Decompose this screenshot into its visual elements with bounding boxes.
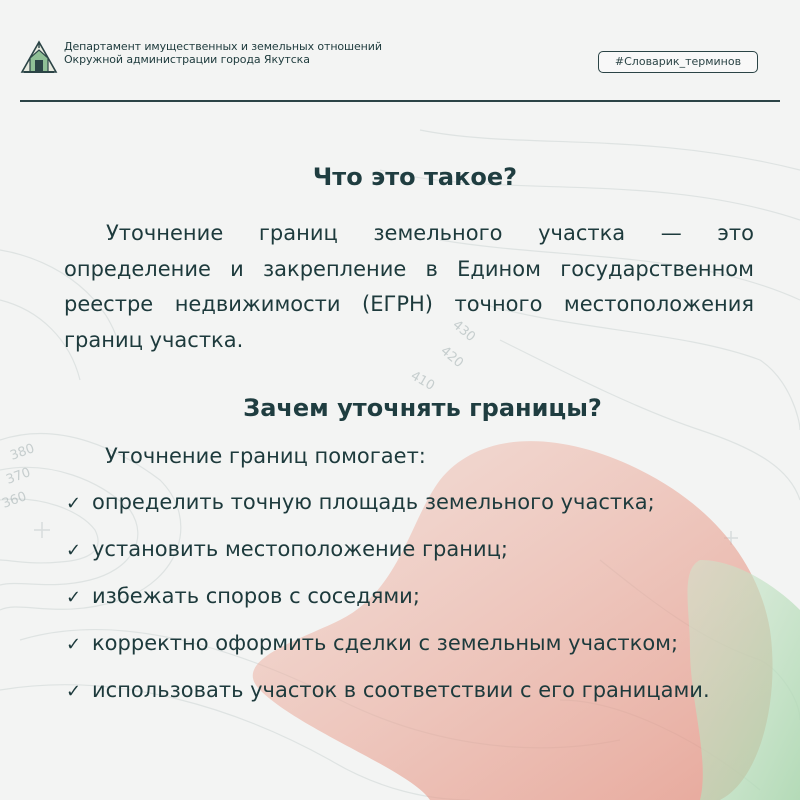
benefits-intro: Уточнение границ помогает:	[105, 444, 426, 468]
section-title-why-clarify: Зачем уточнять границы?	[243, 394, 602, 422]
yakutsk-emblem-icon	[20, 38, 58, 74]
list-item-text: определить точную площадь земельного участка;	[92, 490, 655, 514]
section-title-what-is-it: Что это такое?	[312, 163, 518, 191]
list-item-text: корректно оформить сделки с земельным участком;	[92, 631, 679, 655]
organization-name-line-2: Окружной администрации города Якутска	[64, 53, 310, 66]
list-item	[66, 631, 786, 678]
list-item-text: избежать споров с соседями;	[92, 584, 420, 608]
check-icon: ✓	[66, 540, 82, 561]
contour-label: 420	[437, 343, 467, 372]
list-item	[66, 584, 786, 631]
list-item-text: установить местоположение границ;	[92, 537, 508, 561]
header-divider	[20, 100, 780, 102]
contour-label: 370	[4, 465, 33, 488]
check-icon: ✓	[66, 587, 82, 608]
list-item	[66, 678, 786, 725]
list-item	[66, 537, 786, 584]
contour-label: 430	[449, 317, 479, 346]
organization-name-line-1: Департамент имущественных и земельных отношений	[64, 40, 382, 53]
hashtag-badge: #Словарик_терминов	[598, 51, 758, 73]
contour-label: 360	[0, 489, 29, 512]
contour-label: 380	[8, 441, 37, 464]
benefits-list	[66, 490, 786, 725]
check-icon: ✓	[66, 681, 82, 702]
check-icon: ✓	[66, 634, 82, 655]
list-item	[66, 490, 786, 537]
check-icon: ✓	[66, 493, 82, 514]
contour-label: 410	[408, 368, 438, 394]
page-header	[20, 36, 780, 80]
list-item-text: использовать участок в соответствии с его границами.	[92, 678, 710, 702]
definition-paragraph: Уточнение границ земельного участка — это определение и закрепление в Едином государственном реестре недвижимости (ЕГРН) точного местоположения границ участка.	[64, 221, 754, 352]
